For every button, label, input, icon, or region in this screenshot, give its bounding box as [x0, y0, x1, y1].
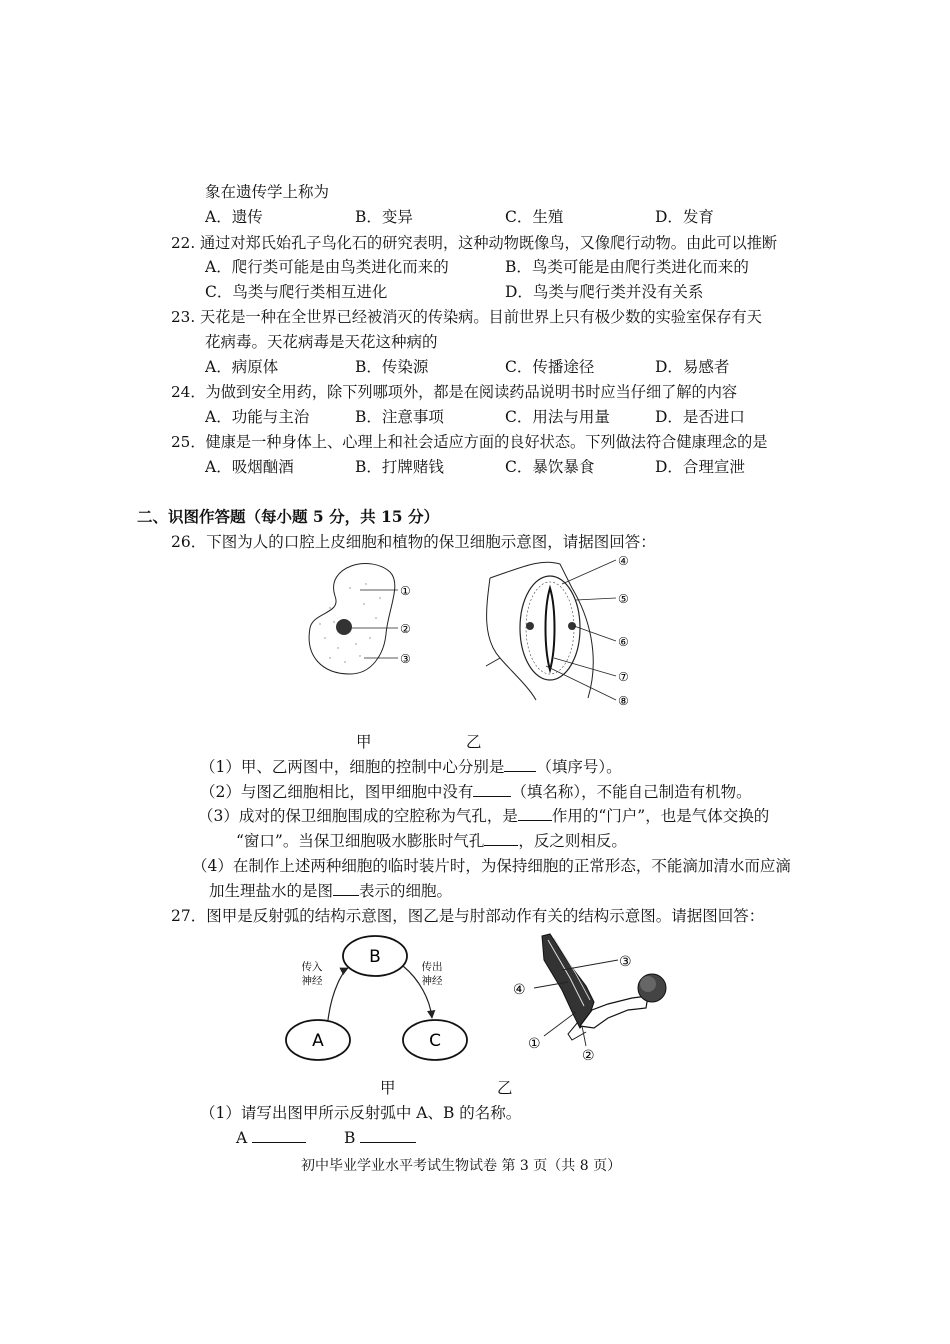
q21-option-a: A．遗传 [205, 208, 263, 226]
label-5: ⑤ [618, 592, 629, 606]
node-a-label: A [312, 1031, 324, 1051]
afferent-label-1: 传入 [301, 961, 323, 973]
q21-option-c: C．生殖 [505, 208, 564, 226]
afferent-label-2: 神经 [301, 975, 323, 987]
elbow-label-2: ② [582, 1048, 595, 1064]
q23-stem: 23. 天花是一种在全世界已经被消灭的传染病。目前世界上只有极少数的实验室保存有天 [171, 308, 762, 326]
node-b-label: B [369, 947, 381, 967]
q25-option-d: D．合理宣泄 [655, 458, 745, 476]
q27-caption-yi: 乙 [497, 1079, 513, 1097]
q27-part-1-answers: A B [236, 1128, 416, 1148]
q27-caption-jia: 甲 [380, 1079, 396, 1097]
q26-stem: 26．下图为人的口腔上皮细胞和植物的保卫细胞示意图，请据图回答： [171, 533, 656, 551]
q25-option-b: B．打牌赌钱 [355, 458, 444, 476]
node-c-label: C [429, 1031, 441, 1051]
nucleus-dot [336, 619, 352, 635]
q23-stem-line2: 花病毒。天花病毒是天花这种病的 [205, 333, 438, 351]
q26-part-1: （1）甲、乙两图中，细胞的控制中心分别是 （填序号）。 [200, 758, 622, 776]
q23-option-a: A．病原体 [205, 358, 279, 376]
q21-stem-tail: 象在遗传学上称为 [205, 183, 330, 201]
q26-part-2: （2）与图乙细胞相比，图甲细胞中没有 （填名称），不能自己制造有机物。 [200, 783, 752, 801]
elbow-diagram [508, 930, 678, 1070]
guard-cell-diagram [486, 554, 629, 708]
q22-option-d: D．鸟类与爬行类并没有关系 [505, 283, 704, 301]
q21-option-d: D．发育 [655, 208, 714, 226]
efferent-label-1: 传出 [421, 961, 443, 973]
q26-caption-jia: 甲 [356, 733, 372, 751]
label-3: ③ [400, 652, 411, 666]
label-1: ① [400, 584, 411, 598]
q22-option-a: A．爬行类可能是由鸟类进化而来的 [205, 258, 449, 276]
q23-option-c: C．传播途径 [505, 358, 595, 376]
label-6: ⑥ [618, 635, 629, 649]
cheek-cell-diagram [309, 564, 411, 674]
q23-option-b: B．传染源 [355, 358, 429, 376]
q26-part-4-cont: 加生理盐水的是图 表示的细胞。 [209, 882, 453, 900]
q21-option-b: B．变异 [355, 208, 413, 226]
reflex-arc-diagram [280, 928, 480, 1068]
label-8: ⑧ [618, 694, 629, 708]
label-2: ② [400, 622, 411, 636]
q25-stem: 25．健康是一种身体上、心理上和社会适应方面的良好状态。下列做法符合健康理念的是 [171, 433, 768, 451]
q25-option-a: A．吸烟酗酒 [205, 458, 294, 476]
q25-option-c: C．暴饮暴食 [505, 458, 595, 476]
elbow-label-4: ④ [513, 982, 526, 998]
q26-caption-yi: 乙 [466, 733, 482, 751]
section-2-title: 二、识图作答题（每小题 5 分，共 15 分） [137, 507, 439, 526]
q24-option-d: D．是否进口 [655, 408, 745, 426]
q26-part-3: （3）成对的保卫细胞围成的空腔称为气孔，是 作用的“门户”，也是气体交换的 [198, 807, 770, 825]
q24-stem: 24．为做到安全用药，除下列哪项外，都是在阅读药品说明书时应当仔细了解的内容 [171, 383, 738, 401]
q23-option-d: D．易感者 [655, 358, 730, 376]
q26-part-4: （4）在制作上述两种细胞的临时装片时，为保持细胞的正常形态，不能滴加清水而应滴 [192, 857, 791, 875]
q26-part-3-cont: “窗口”。当保卫细胞吸水膨胀时气孔 ，反之则相反。 [236, 832, 627, 850]
q26-cell-figure [300, 548, 650, 718]
q22-option-c: C．鸟类与爬行类相互进化 [205, 283, 388, 301]
q24-option-b: B．注意事项 [355, 408, 444, 426]
q22-option-b: B．鸟类可能是由爬行类进化而来的 [505, 258, 749, 276]
q27-stem: 27．图甲是反射弧的结构示意图，图乙是与肘部动作有关的结构示意图。请据图回答： [171, 907, 765, 925]
efferent-label-2: 神经 [421, 975, 443, 987]
q24-option-c: C．用法与用量 [505, 408, 610, 426]
elbow-label-3: ③ [619, 954, 632, 970]
q22-stem: 22. 通过对郑氏始孔子鸟化石的研究表明，这种动物既像鸟，又像爬行动物。由此可以推断 [171, 234, 778, 252]
label-4: ④ [618, 554, 629, 568]
q27-part-1: （1）请写出图甲所示反射弧中 A、B 的名称。 [200, 1104, 522, 1122]
q24-option-a: A．功能与主治 [205, 408, 310, 426]
label-7: ⑦ [618, 670, 629, 684]
page-footer: 初中毕业学业水平考试生物试卷 第 3 页（共 8 页） [301, 1158, 622, 1174]
elbow-label-1: ① [528, 1036, 541, 1052]
